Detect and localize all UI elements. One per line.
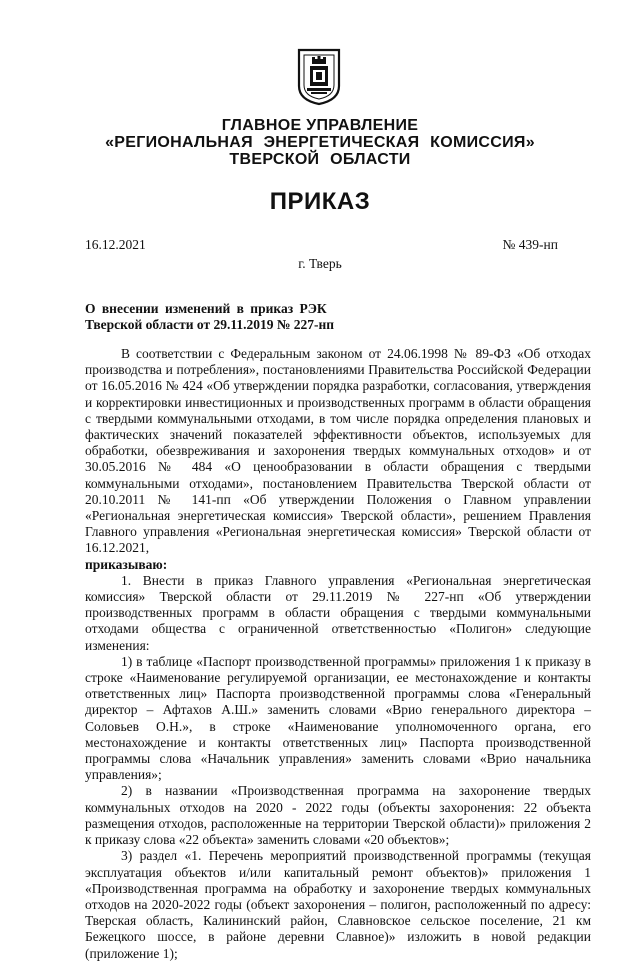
document-type-title: ПРИКАЗ xyxy=(269,188,371,215)
document-number: № 439-нп xyxy=(502,237,558,252)
org-name-line-1: ГЛАВНОЕ УПРАВЛЕНИЕ xyxy=(221,117,419,134)
document-date: 16.12.2021 xyxy=(85,237,146,252)
order-word: приказываю: xyxy=(85,556,168,572)
document-body xyxy=(85,346,591,962)
item-1-1-paragraph: 1) в таблице «Паспорт производственной программы» приложения 1 к приказу в строке «Наименование регулируемой организации, ее местонахождение и контакты ответственных лиц» Паспорта производственной программы слова «Генеральный директор – Афтахов А.Ш.» заменить словами «Врио генерального директора – Соловьев О.Н.», в строке «Наименование уполномоченного органа, его местонахождение и контакты ответственных лиц» Паспорта производственной программы слова «Начальник управления» заменить словами «Врио начальника управления»; xyxy=(85,653,591,783)
item-1-2-paragraph: 2) в названии «Производственная программа на захоронение твердых коммунальных отходов на 2020 - 2022 годы (объекты захоронения: 22 объекта размещения отходов, расположенные на территории Тверской области)» приложения 2 к приказу слова «22 объекта» заменить словами «20 объектов»; xyxy=(85,783,591,848)
item-1-3-paragraph: 3) раздел «1. Перечень мероприятий производственной программы (текущая эксплуатация объектов и/или капитальный ремонт объектов)» приложения 1 «Производственная программа на обработку и захоронение твердых коммунальных отходов на 2020-2022 годы (объект захоронения – полигон, расположенный по адресу: Тверская область, Калининский район, Славновское сельское поселение, 21 км Бежецкого шоссе, в районе деревни Славное)» изложить в новой редакции (приложение 1); xyxy=(85,848,591,961)
document-city: г. Тверь xyxy=(298,256,342,271)
org-name-line-2: «РЕГИОНАЛЬНАЯ ЭНЕРГЕТИЧЕСКАЯ КОМИССИЯ» xyxy=(105,134,535,151)
preamble-paragraph: В соответствии с Федеральным законом от 24.06.1998 № 89-ФЗ «Об отходах производства и потребления», постановлениями Правительства Российской Федерации от 16.05.2016 № 424 «Об утверждении порядка разработки, согласования, утверждения и корректировки инвестиционных и производственных программ в области обращения с твердыми коммунальными отходами, в том числе порядка определения плановых и фактических значений показателей эффективности объектов, используемых для обработки, обезвреживания и захоронения твердых коммунальных отходов» и от 30.05.2016 № 484 «О ценообразовании в области обращения с твердыми коммунальными отходами», постановлением Правительства Тверской области от 20.10.2011 № 141-пп «Об утверждении Положения о Главном управлении «Региональная энергетическая комиссия» Тверской области», решением Правления Главного управления «Региональная энергетическая комиссия» Тверской области от 16.12.2021, xyxy=(85,346,591,556)
org-name-line-3: ТВЕРСКОЙ ОБЛАСТИ xyxy=(229,151,411,168)
subject-line-1: О внесении изменений в приказ РЭК xyxy=(85,301,327,316)
item-1-paragraph: 1. Внести в приказ Главного управления «Региональная энергетическая комиссия» Тверской области от 29.11.2019 № 227-нп «Об утверждении производственных программ в области обращения с твердыми коммунальными отходами общества с ограниченной ответственностью «Полигон» следующие изменения: xyxy=(85,572,591,653)
document-subject xyxy=(85,301,385,333)
subject-line-2: Тверской области от 29.11.2019 № 227-нп xyxy=(85,317,335,332)
tver-coat-of-arms-icon xyxy=(297,48,341,106)
